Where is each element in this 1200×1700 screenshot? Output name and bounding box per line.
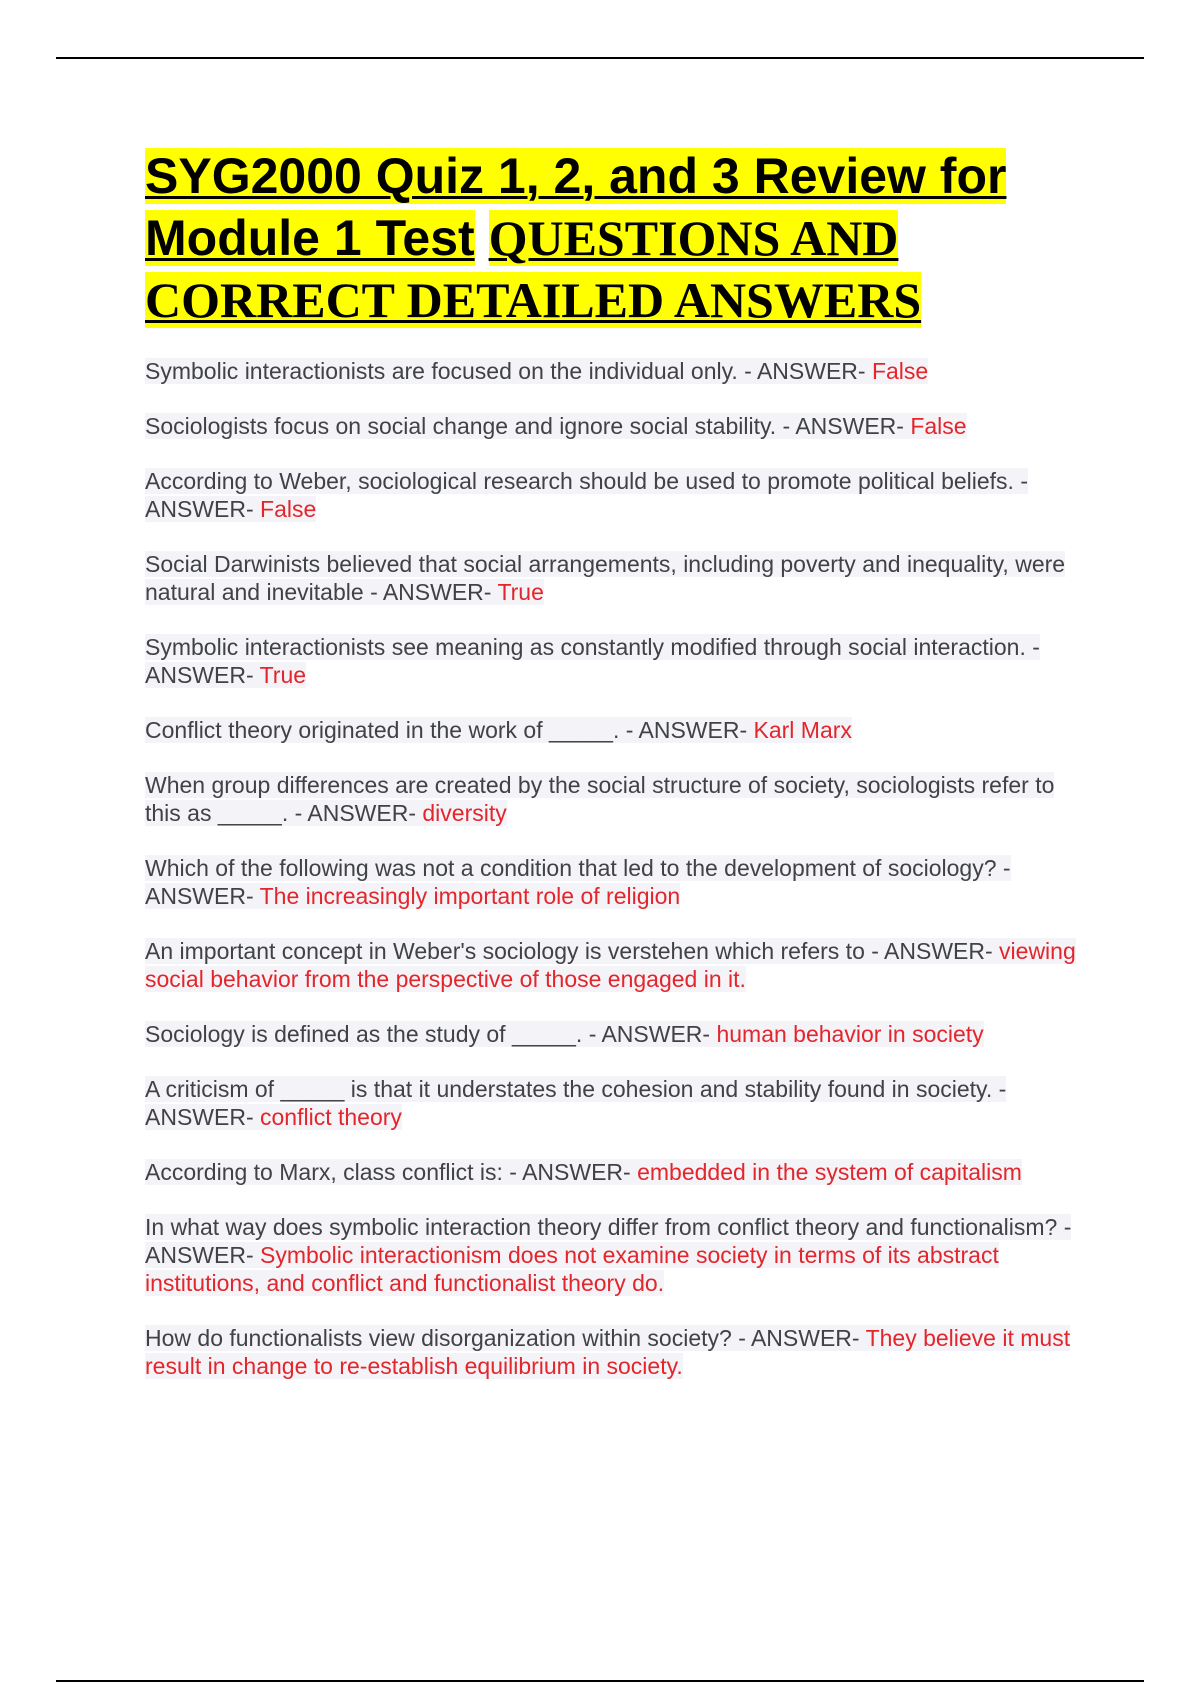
- answer-text: They believe it must result in change to re-establish equilibrium in society.: [145, 1325, 1071, 1379]
- answer-text: The increasingly important role of religion: [259, 883, 681, 909]
- question-text: Symbolic interactionists are focused on the individual only.: [145, 358, 738, 384]
- answer-separator: - ANSWER-: [145, 855, 1011, 909]
- answer-separator: - ANSWER-: [871, 938, 993, 964]
- qa-item-text: [145, 1325, 1070, 1379]
- qa-list: [145, 357, 1085, 1380]
- question-text: In what way does symbolic interaction theory differ from conflict theory and functionalism?: [145, 1214, 1058, 1240]
- question-text: How do functionalists view disorganization within society?: [145, 1325, 732, 1351]
- qa-item: [145, 771, 1085, 827]
- qa-item-text: [145, 634, 1040, 688]
- answer-separator: - ANSWER-: [738, 1325, 860, 1351]
- qa-item-text: [145, 772, 1054, 826]
- answer-separator: - ANSWER-: [744, 358, 866, 384]
- answer-separator: - ANSWER-: [588, 1021, 711, 1047]
- qa-item-text: [145, 717, 852, 743]
- qa-item-text: [145, 1021, 984, 1047]
- qa-item: [145, 467, 1085, 523]
- qa-item: [145, 412, 1085, 440]
- question-text: When group differences are created by the social structure of society, sociologists refer to this as _____.: [145, 772, 1055, 826]
- qa-item: [145, 357, 1085, 385]
- question-text: According to Weber, sociological research should be used to promote political beliefs.: [145, 468, 1014, 494]
- qa-item: [145, 716, 1085, 744]
- answer-text: diversity: [422, 800, 507, 826]
- qa-item-text: [145, 468, 1028, 522]
- top-rule: [56, 57, 1144, 59]
- question-text: A criticism of _____ is that it understates the cohesion and stability found in society.: [145, 1076, 993, 1102]
- answer-separator: - ANSWER-: [509, 1159, 631, 1185]
- answer-text: Symbolic interactionism does not examine society in terms of its abstract institutions, and conflict and functionalist theory do.: [145, 1242, 999, 1296]
- answer-text: embedded in the system of capitalism: [637, 1159, 1022, 1185]
- answer-text: viewing social behavior from the perspective of those engaged in it.: [145, 938, 1076, 992]
- answer-separator: - ANSWER-: [145, 1214, 1072, 1268]
- question-text: Which of the following was not a condition that led to the development of sociology?: [145, 855, 997, 881]
- qa-item-text: [145, 551, 1065, 605]
- question-text: According to Marx, class conflict is:: [145, 1159, 503, 1185]
- question-text: An important concept in Weber's sociology is verstehen which refers to: [145, 938, 865, 964]
- qa-item: [145, 854, 1085, 910]
- answer-text: True: [497, 579, 544, 605]
- answer-separator: - ANSWER-: [145, 634, 1040, 688]
- qa-item: [145, 1158, 1085, 1186]
- qa-item: [145, 550, 1085, 606]
- answer-text: human behavior in society: [716, 1021, 984, 1047]
- answer-text: False: [871, 358, 929, 384]
- question-text: Conflict theory originated in the work of _____.: [145, 717, 620, 743]
- qa-item: [145, 1020, 1085, 1048]
- document-content: [145, 145, 1085, 1407]
- answer-text: conflict theory: [260, 1104, 402, 1130]
- qa-item: [145, 1324, 1085, 1380]
- title-part-1: SYG2000 Quiz 1, 2, and 3 Review for Module 1 Test: [145, 148, 1007, 266]
- qa-item-text: [145, 1159, 1022, 1185]
- question-text: Sociologists focus on social change and ignore social stability.: [145, 413, 777, 439]
- qa-item: [145, 633, 1085, 689]
- answer-separator: - ANSWER-: [294, 800, 416, 826]
- qa-item-text: [145, 855, 1011, 909]
- question-text: Symbolic interactionists see meaning as constantly modified through social interaction.: [145, 634, 1026, 660]
- question-text: Social Darwinists believed that social arrangements, including poverty and inequality, were natural and inevitable: [145, 551, 1066, 605]
- answer-text: Karl Marx: [753, 717, 852, 743]
- answer-text: True: [259, 662, 307, 688]
- answer-separator: - ANSWER-: [145, 1076, 1007, 1130]
- qa-item-text: [145, 358, 928, 384]
- qa-item-text: [145, 1214, 1071, 1296]
- answer-separator: - ANSWER-: [370, 579, 492, 605]
- qa-item: [145, 1075, 1085, 1131]
- question-text: Sociology is defined as the study of _____.: [145, 1021, 583, 1047]
- answer-text: False: [910, 413, 967, 439]
- qa-item-text: [145, 1076, 1006, 1130]
- answer-separator: - ANSWER-: [625, 717, 748, 743]
- qa-item-text: [145, 413, 967, 439]
- answer-separator: - ANSWER-: [782, 413, 904, 439]
- qa-item: [145, 1213, 1085, 1297]
- answer-text: False: [260, 496, 317, 522]
- qa-item: [145, 937, 1085, 993]
- document-title: [145, 145, 1085, 331]
- bottom-rule: [56, 1680, 1144, 1682]
- qa-item-text: [145, 938, 1076, 992]
- answer-separator: - ANSWER-: [145, 468, 1029, 522]
- title-part-2: QUESTIONS AND CORRECT DETAILED ANSWERS: [145, 210, 922, 328]
